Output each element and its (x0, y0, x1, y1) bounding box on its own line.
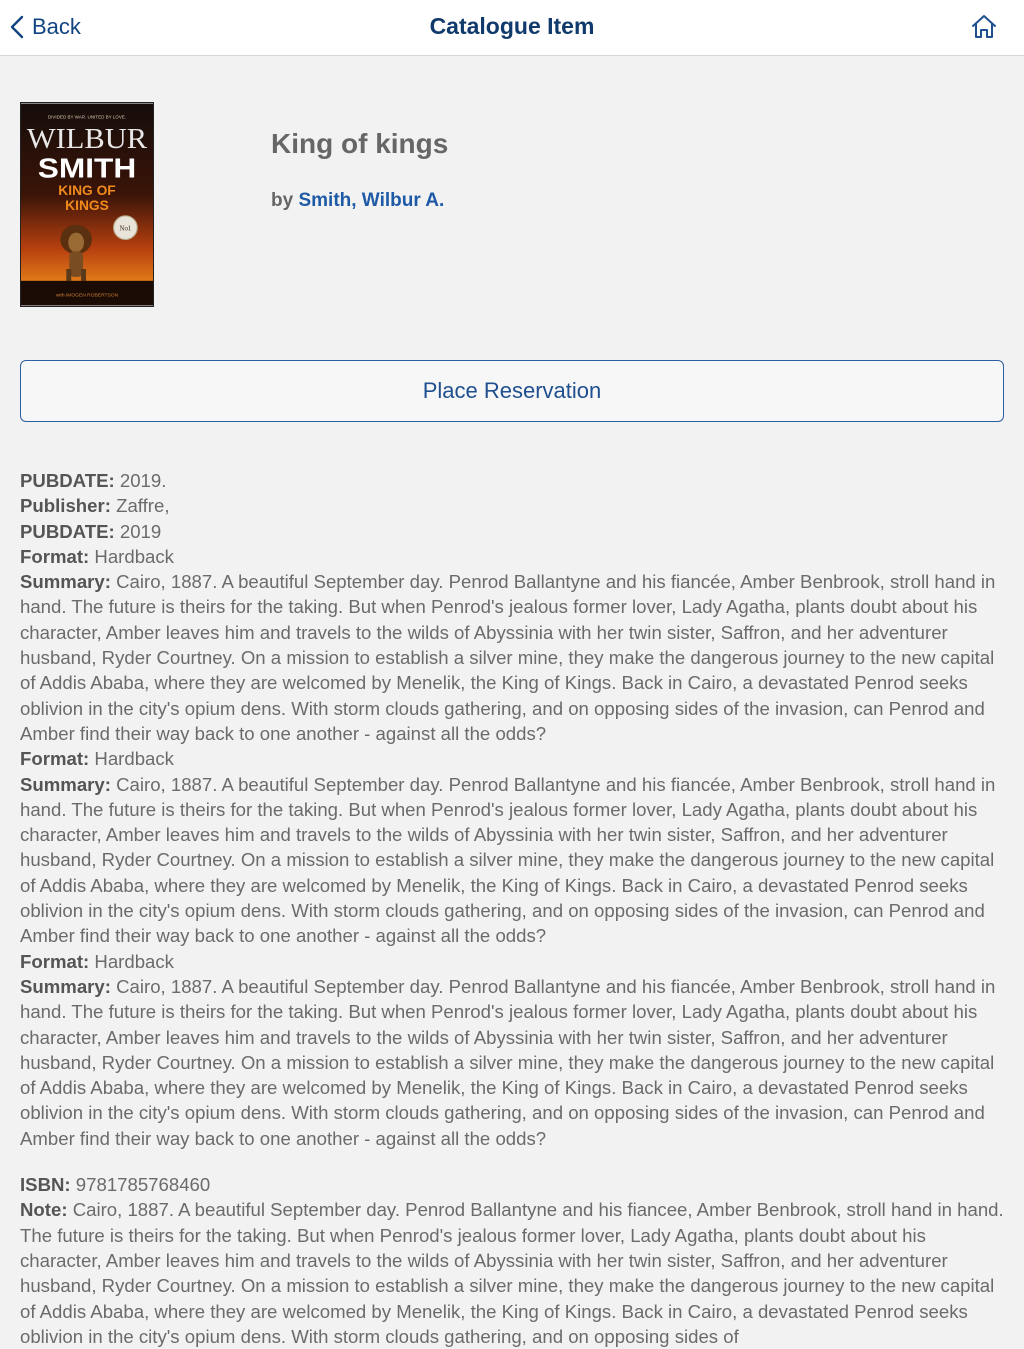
detail-label: Note: (20, 1199, 68, 1221)
cover-author-first: WILBUR (26, 123, 148, 155)
detail-value: 9781785768460 (75, 1174, 211, 1196)
item-details (20, 468, 1004, 1349)
detail-label: ISBN: (20, 1174, 71, 1196)
detail-label: PUBDATE: (20, 520, 115, 542)
detail-pubdate (20, 468, 1004, 493)
cover-title-line1: KING OF (58, 183, 116, 199)
detail-value: Cairo, 1887. A beautiful September day. Penrod Ballantyne and his fiancée, Amber Benbrook, stroll hand in hand. The future is theirs for the taking. But when Penrod's jealous former lover, Lady Agatha, plants doubt about his character, Amber leaves him and travels to the wilds of Abyssinia with her twin sister, Saffron, and her adventurer husband, Ryder Courtney. On a mission to establish a silver mine, they make the dangerous journey to the new capital of Addis Ababa, where they are welcomed by Menelik, the King of Kings. Back in Cairo, a devastated Penrod seeks oblivion in the city's opium dens. With storm clouds gathering, and on opposing sides of the invasion, can Penrod and Amber find their way back to one another - against all the odds? (20, 773, 996, 947)
cover-badge-label: No1 (119, 225, 132, 233)
section-spacer (20, 1151, 1004, 1172)
detail-value: Hardback (94, 545, 174, 567)
detail-format (20, 746, 1004, 771)
detail-label: PUBDATE: (20, 470, 115, 491)
cover-tagline: DIVIDED BY WAR. UNITED BY LOVE. (47, 114, 127, 120)
book-cover-image (20, 102, 154, 307)
detail-value: Cairo, 1887. A beautiful September day. Penrod Ballantyne and his fiancee, Amber Benbrook, stroll hand in hand. The future is theirs for the taking. But when Penrod's jealous former lover, Lady Agatha, plants doubt about his character, Amber leaves him and travels to the wilds of Abyssinia with her twin sister, Saffron, and her adventurer husband, Ryder Courtney. On a mission to establish a silver mine, they make the dangerous journey to the new capital of Addis Ababa, where they are welcomed by Menelik, the King of Kings. Back in Cairo, a devastated Penrod seeks oblivion in the city's opium dens. With storm clouds gathering, and on opposing sides of (20, 1199, 1004, 1347)
detail-isbn (20, 1172, 1004, 1197)
author-link[interactable]: Smith, Wilbur A. (298, 190, 445, 211)
by-prefix: by (271, 190, 294, 211)
back-label: Back (32, 14, 81, 39)
detail-format (20, 949, 1004, 974)
cover-coauthor: with IMOGEN ROBERTSON (55, 293, 119, 299)
detail-label: Publisher: (20, 495, 111, 517)
detail-label: Summary: (20, 773, 111, 795)
book-byline (271, 190, 444, 212)
detail-value: Cairo, 1887. A beautiful September day. Penrod Ballantyne and his fiancée, Amber Benbrook, stroll hand in hand. The future is theirs for the taking. But when Penrod's jealous former lover, Lady Agatha, plants doubt about his character, Amber leaves him and travels to the wilds of Abyssinia with her twin sister, Saffron, and her adventurer husband, Ryder Courtney. On a mission to establish a silver mine, they make the dangerous journey to the new capital of Addis Ababa, where they are welcomed by Menelik, the King of Kings. Back in Cairo, a devastated Penrod seeks oblivion in the city's opium dens. With storm clouds gathering, and on opposing sides of the invasion, can Penrod and Amber find their way back to one another - against all the odds? (20, 571, 996, 744)
detail-summary (20, 569, 1004, 746)
cover-title-line2: KINGS (65, 197, 109, 213)
detail-value: Hardback (94, 950, 174, 972)
book-title: King of kings (271, 128, 449, 159)
detail-value: Zaffre, (116, 495, 170, 517)
navigation-bar (0, 0, 1024, 56)
home-icon[interactable] (970, 13, 998, 41)
detail-summary (20, 772, 1004, 949)
detail-label: Format: (20, 545, 90, 567)
detail-format (20, 544, 1004, 569)
detail-label: Summary: (20, 975, 111, 997)
detail-publisher (20, 493, 1004, 518)
place-reservation-button[interactable]: Place Reservation (20, 360, 1004, 422)
detail-label: Format: (20, 950, 90, 972)
detail-value: 2019. (119, 470, 167, 491)
detail-value: Hardback (94, 748, 174, 770)
page-title: Catalogue Item (429, 13, 595, 39)
detail-summary (20, 974, 1004, 1151)
cover-author-last: SMITH (37, 152, 137, 184)
detail-note (20, 1197, 1004, 1349)
detail-pubdate (20, 519, 1004, 544)
detail-label: Summary: (20, 571, 111, 593)
detail-label: Format: (20, 748, 90, 770)
detail-value: Cairo, 1887. A beautiful September day. Penrod Ballantyne and his fiancée, Amber Benbrook, stroll hand in hand. The future is theirs for the taking. But when Penrod's jealous former lover, Lady Agatha, plants doubt about his character, Amber leaves him and travels to the wilds of Abyssinia with her twin sister, Saffron, and her adventurer husband, Ryder Courtney. On a mission to establish a silver mine, they make the dangerous journey to the new capital of Addis Ababa, where they are welcomed by Menelik, the King of Kings. Back in Cairo, a devastated Penrod seeks oblivion in the city's opium dens. With storm clouds gathering, and on opposing sides of the invasion, can Penrod and Amber find their way back to one another - against all the odds? (20, 975, 996, 1149)
detail-value: 2019 (119, 520, 162, 542)
